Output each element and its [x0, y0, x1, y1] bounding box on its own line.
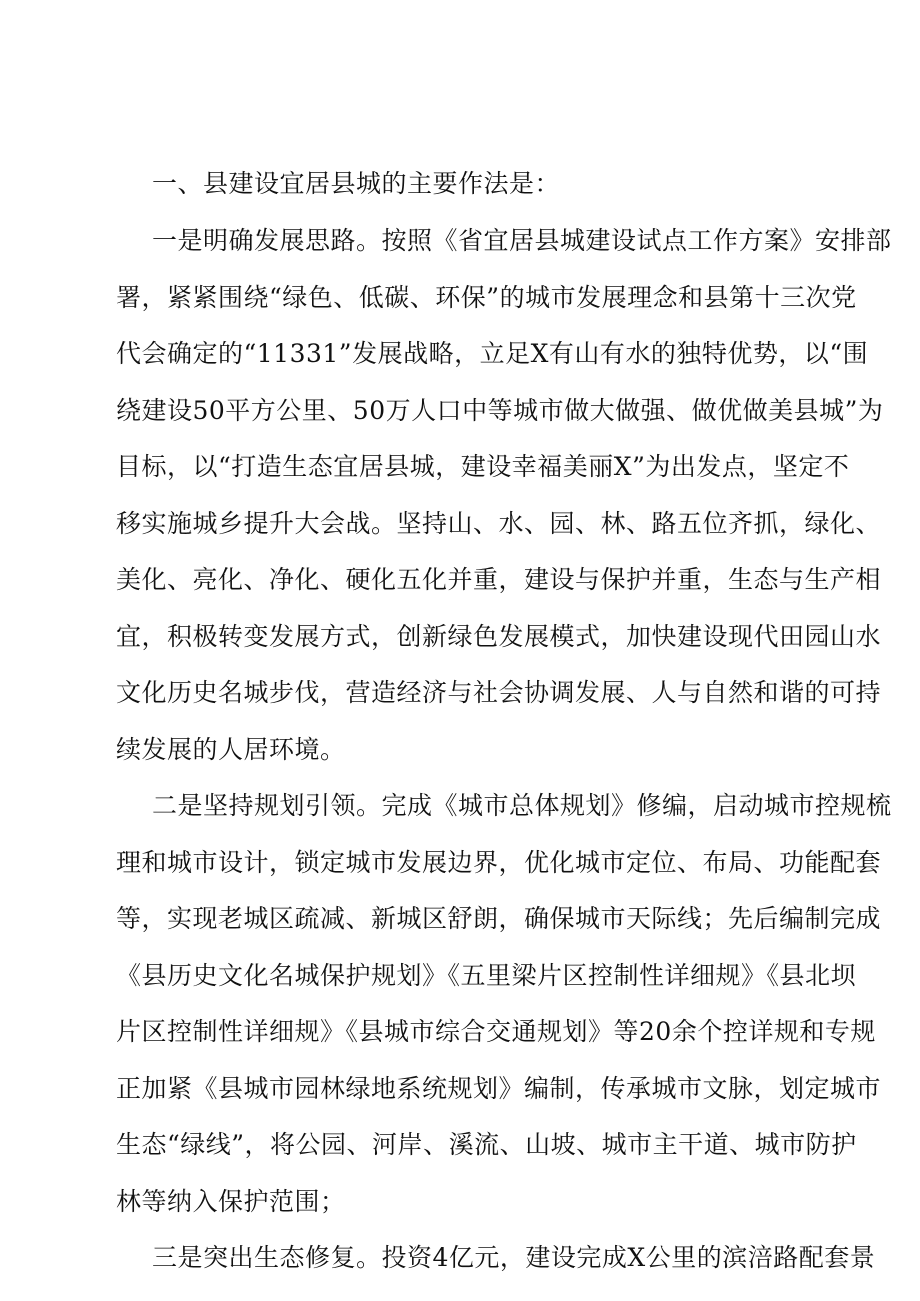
- paragraph-line: 宜，积极转变发展方式，创新绿色发展模式，加快建设现代田园山水: [116, 622, 882, 651]
- paragraph-line: 美化、亮化、净化、硬化五化并重，建设与保护并重，生态与生产相: [116, 565, 882, 594]
- paragraph-line: 三是突出生态修复。投资4亿元，建设完成X公里的滨涪路配套景: [152, 1243, 876, 1272]
- paragraph-line: 片区控制性详细规》《县城市综合交通规划》等20余个控详规和专规: [116, 1017, 876, 1046]
- paragraph-line: 署，紧紧围绕“绿色、低碳、环保”的城市发展理念和县第十三次党: [116, 283, 857, 312]
- paragraph-line: 二是坚持规划引领。完成《城市总体规划》修编，启动城市控规梳: [152, 791, 892, 820]
- paragraph-line: 续发展的人居环境。: [116, 735, 346, 764]
- section-heading: 一、县建设宜居县城的主要作法是：: [152, 169, 561, 198]
- paragraph-line: 理和城市设计，锁定城市发展边界，优化城市定位、布局、功能配套: [116, 848, 882, 877]
- paragraph-line: 绕建设50平方公里、50万人口中等城市做大做强、做优做美县城”为: [116, 396, 884, 425]
- paragraph-line: 目标，以“打造生态宜居县城，建设幸福美丽X”为出发点，坚定不: [116, 452, 850, 481]
- paragraph-line: 正加紧《县城市园林绿地系统规划》编制，传承城市文脉，划定城市: [116, 1074, 882, 1103]
- paragraph-line: 林等纳入保护范围；: [116, 1187, 346, 1216]
- paragraph-line: 生态“绿线”，将公园、河岸、溪流、山坡、城市主干道、城市防护: [116, 1130, 857, 1159]
- paragraph-line: 移实施城乡提升大会战。坚持山、水、园、林、路五位齐抓，绿化、: [116, 509, 882, 538]
- paragraph-line: 一是明确发展思路。按照《省宜居县城建设试点工作方案》安排部: [152, 226, 892, 255]
- paragraph-line: 《县历史文化名城保护规划》《五里梁片区控制性详细规》《县北坝: [116, 961, 857, 990]
- paragraph-line: 代会确定的“11331”发展战略，立足X有山有水的独特优势，以“围: [116, 339, 869, 368]
- paragraph-line: 文化历史名城步伐，营造经济与社会协调发展、人与自然和谐的可持: [116, 678, 882, 707]
- paragraph-line: 等，实现老城区疏减、新城区舒朗，确保城市天际线；先后编制完成: [116, 904, 882, 933]
